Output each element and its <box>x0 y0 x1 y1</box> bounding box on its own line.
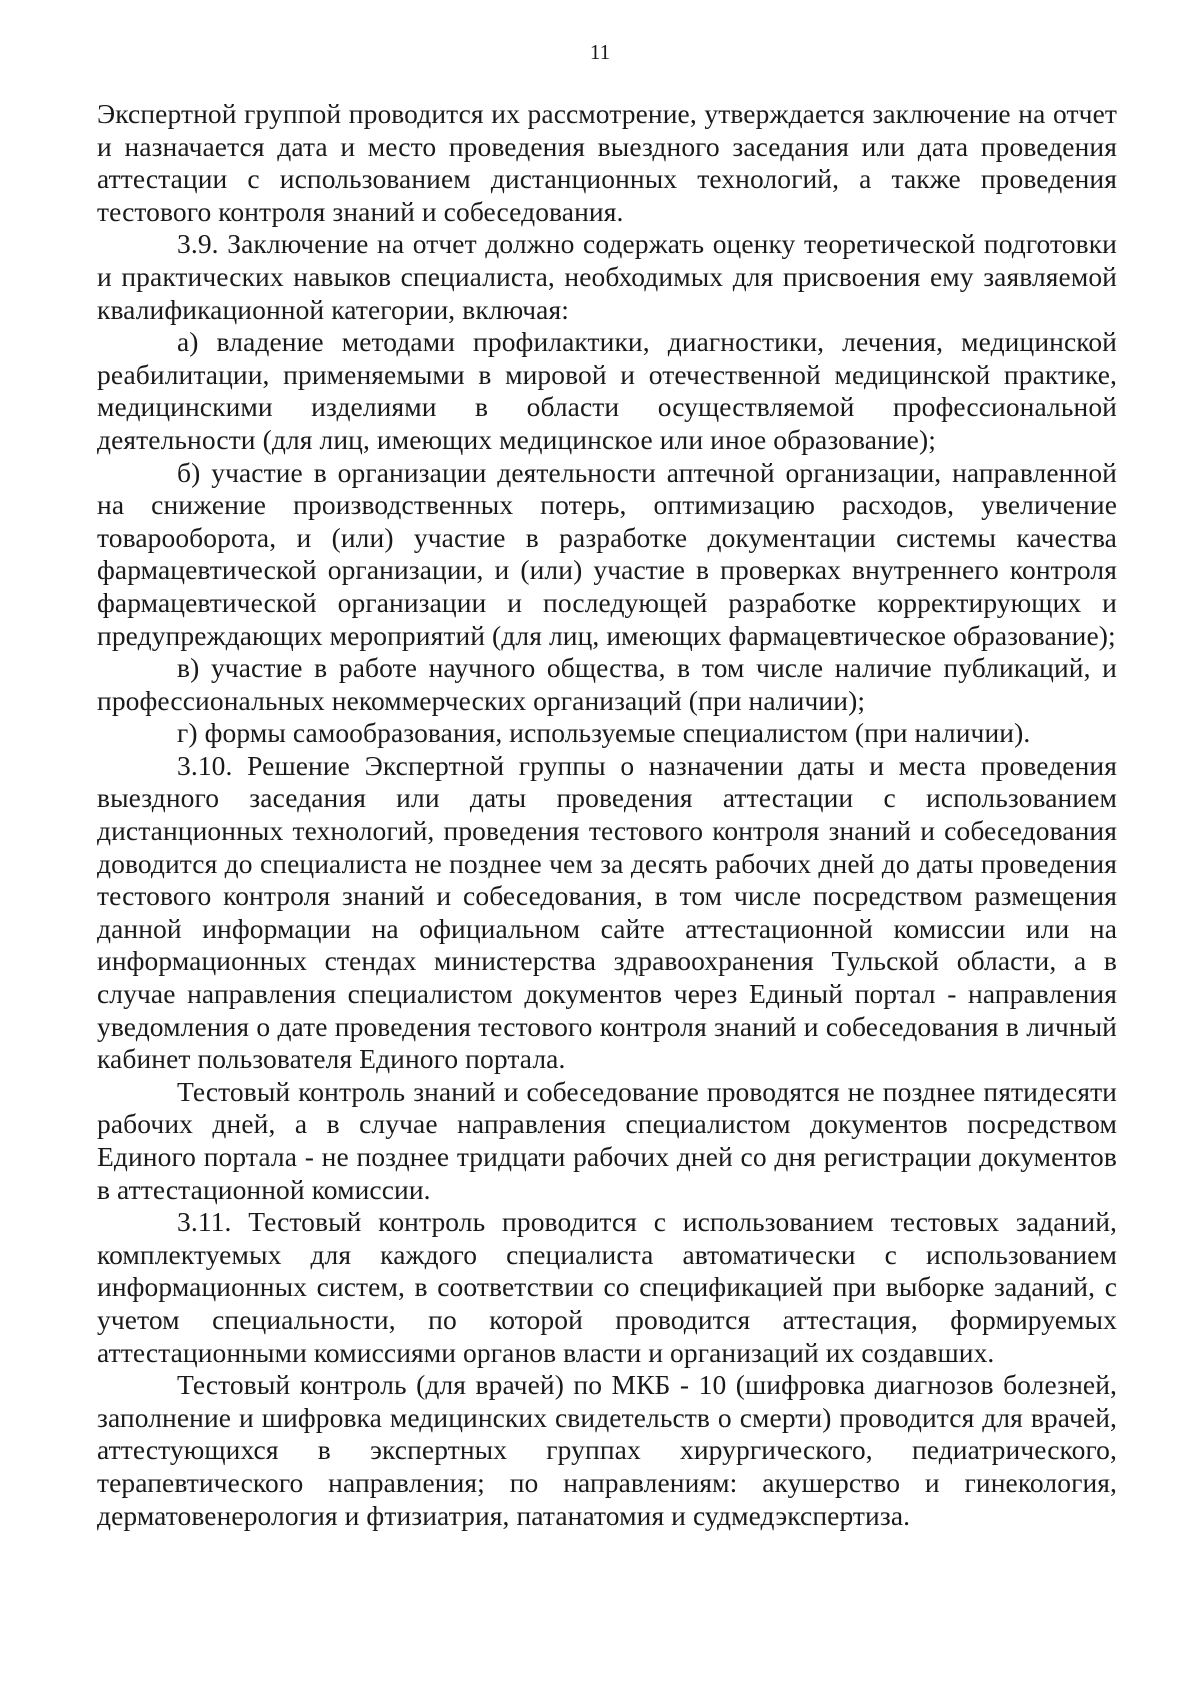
paragraph-expert-review: Экспертной группой проводится их рассмотрение, утверждается заключение на отчет и назначается дата и место проведения выездного заседания или дата проведения аттестации с использованием дистанционных технологий, а также проведения тестового контроля знаний и собеседования. <box>97 98 1117 227</box>
paragraph-test-deadline: Тестовый контроль знаний и собеседование проводятся не позднее пятидесяти рабочих дней, а в случае направления специалистом документов посредством Единого портала - не позднее тридцати рабочих дней со дня регистрации документов в аттестационной комиссии. <box>97 1075 1117 1205</box>
page-number: 11 <box>589 40 611 64</box>
paragraph-item-a: а) владение методами профилактики, диагностики, лечения, медицинской реабилитации, применяемыми в мировой и отечественной медицинской практике, медицинскими изделиями в области осуществляемой профессиональной деятельности (для лиц, имеющих медицинское или иное образование); <box>97 326 1117 455</box>
document-body <box>97 98 1117 1532</box>
paragraph-3-11-test-control: 3.11. Тестовый контроль проводится с использованием тестовых заданий, комплектуемых для каждого специалиста автоматически с использованием информационных систем, в соответствии со спецификацией при выборке заданий, с учетом специальности, по которой проводится аттестация, формируемых аттестационными комиссиями органов власти и организаций их создавших. <box>97 1206 1117 1368</box>
paragraph-item-b: б) участие в организации деятельности аптечной организации, направленной на снижение производственных потерь, оптимизацию расходов, увеличение товарооборота, и (или) участие в разработке документации системы качества фармацевтической организации, и (или) участие в проверках внутреннего контроля фармацевтической организации и последующей разработке корректирующих и предупреждающих мероприятий (для лиц, имеющих фармацевтическое образование); <box>97 456 1117 651</box>
paragraph-item-g: г) формы самообразования, используемые специалистом (при наличии). <box>177 717 1031 749</box>
paragraph-3-9-conclusion: 3.9. Заключение на отчет должно содержать оценку теоретической подготовки и практических навыков специалиста, необходимых для присвоения ему заявляемой квалификационной категории, включая: <box>97 228 1117 325</box>
paragraph-item-v: в) участие в работе научного общества, в том числе наличие публикаций, и профессиональных некоммерческих организаций (при наличии); <box>97 652 1117 716</box>
paragraph-mkb-10-test: Тестовый контроль (для врачей) по МКБ - 10 (шифровка диагнозов болезней, заполнение и шифровка медицинских свидетельств о смерти) проводится для врачей, аттестующихся в экспертных группах хирургического, педиатрического, терапевтического направления; по направлениям: акушерство и гинекология, дерматовенерология и фтизиатрия, патанатомия и судмедэкспертиза. <box>97 1369 1117 1531</box>
paragraph-3-10-decision: 3.10. Решение Экспертной группы о назначении даты и места проведения выездного заседания или даты проведения аттестации с использованием дистанционных технологий, проведения тестового контроля знаний и собеседования доводится до специалиста не позднее чем за десять рабочих дней до даты проведения тестового контроля знаний и собеседования, в том числе посредством размещения данной информации на официальном сайте аттестационной комиссии или на информационных стендах министерства здравоохранения Тульской области, а в случае направления специалистом документов через Единый портал - направления уведомления о дате проведения тестового контроля знаний и собеседования в личный кабинет пользователя Единого портала. <box>97 749 1117 1075</box>
